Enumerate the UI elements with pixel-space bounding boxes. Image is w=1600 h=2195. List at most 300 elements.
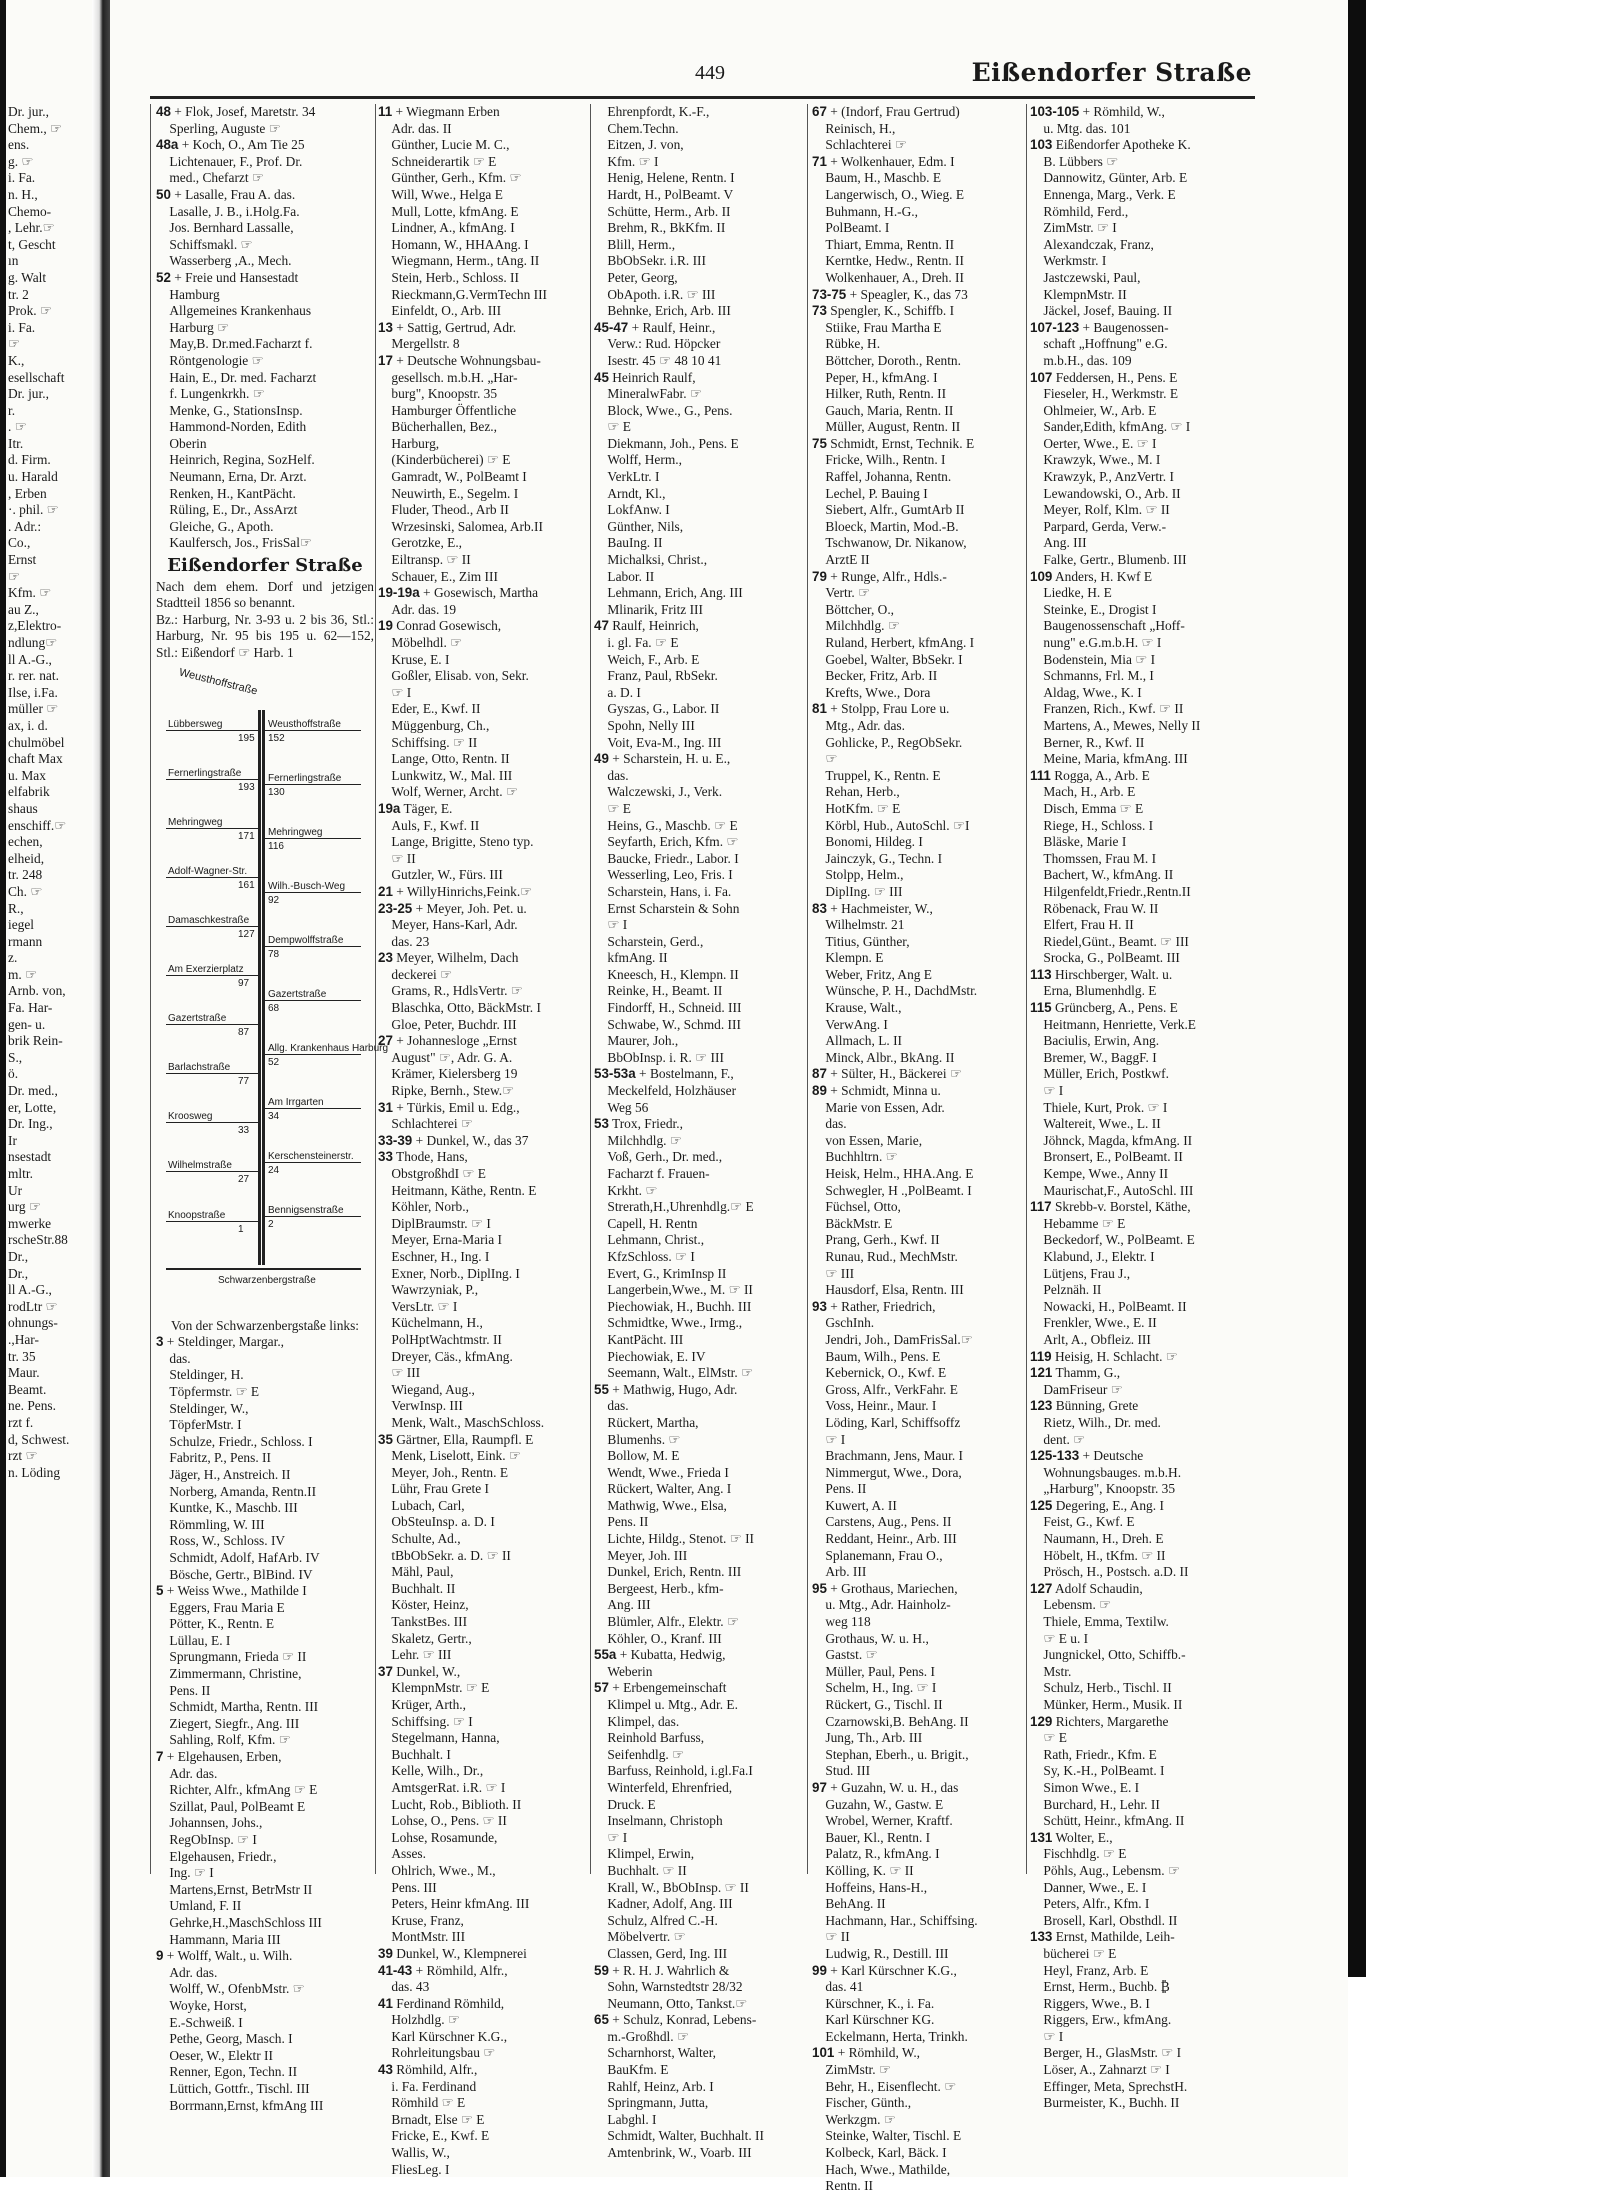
bottom-street-label: Schwarzenbergstraße bbox=[218, 1274, 316, 1286]
directory-entry: Schlachterei ☞ bbox=[378, 1116, 473, 1132]
directory-entry: Kölling, K. ☞ II bbox=[812, 1862, 914, 1878]
directory-entry: Lange, Otto, Rentn. II bbox=[378, 751, 510, 767]
directory-entry: Brnadt, Else ☞ E bbox=[378, 2111, 485, 2127]
directory-entry: Schulte, Ad., bbox=[378, 1531, 461, 1547]
directory-entry: 31 + Türkis, Emil u. Edg., bbox=[378, 1099, 520, 1115]
directory-entry: Bodenstein, Mia ☞ I bbox=[1030, 651, 1156, 667]
directory-entry: Meyer, Joh. III bbox=[594, 1547, 688, 1563]
directory-entry: Peters, Alfr., Kfm. I bbox=[1030, 1896, 1150, 1912]
directory-entry: Kfm. ☞ bbox=[8, 585, 52, 601]
directory-entry: Eitzen, J. von, bbox=[594, 137, 684, 153]
directory-entry: i. Fa. bbox=[8, 319, 36, 335]
directory-entry: ☞ E u. I bbox=[1030, 1630, 1089, 1646]
directory-entry: Dr. jur., bbox=[8, 386, 49, 402]
cross-street-label: Wilh.-Busch-Weg bbox=[268, 880, 346, 892]
directory-entry: Bronsert, E., PolBeamt. II bbox=[1030, 1149, 1183, 1165]
directory-entry: 19-19a + Gosewisch, Martha bbox=[378, 585, 539, 601]
house-number-label: 24 bbox=[268, 1164, 280, 1176]
directory-entry: Kürschner, K., i. Fa. bbox=[812, 1995, 935, 2011]
column-divider bbox=[807, 104, 808, 1874]
directory-entry: Brosell, Karl, Obsthdl. II bbox=[1030, 1912, 1178, 1928]
directory-entry: Thiele, Kurt, Prok. ☞ I bbox=[1030, 1099, 1168, 1115]
directory-entry: Ur bbox=[8, 1182, 23, 1198]
directory-entry: Seemann, Walt., ElMstr. ☞ bbox=[594, 1365, 754, 1381]
directory-entry: Eggers, Frau Maria E bbox=[156, 1599, 285, 1615]
directory-entry: Klabund, J., Elektr. I bbox=[1030, 1248, 1155, 1264]
directory-entry: Will, Wwe., Helga E bbox=[378, 186, 503, 202]
directory-entry: Fa. Har- bbox=[8, 1000, 53, 1016]
directory-entry: Pens. II bbox=[812, 1481, 867, 1497]
directory-entry: KlempnMstr. ☞ E bbox=[378, 1680, 490, 1696]
directory-entry: Steinke, E., Drogist I bbox=[1030, 601, 1157, 617]
directory-entry: Wallis, W., bbox=[378, 2145, 450, 2161]
directory-entry: Wiegmann, Herm., tAng. II bbox=[378, 253, 540, 269]
directory-entry: ens. bbox=[8, 137, 30, 153]
directory-entry: r. rer. nat. bbox=[8, 668, 59, 684]
directory-entry: Mähl, Paul, bbox=[378, 1564, 454, 1580]
directory-entry: . Adr.: bbox=[8, 518, 42, 534]
directory-entry: Ernst Scharstein & Sohn bbox=[594, 900, 740, 916]
directory-entry: Ernst, Herm., Buchb. ₿ bbox=[1030, 1979, 1170, 1995]
directory-entry: Arndt, Kl., bbox=[594, 485, 666, 501]
directory-entry: LokfAnw. I bbox=[594, 502, 670, 518]
directory-entry: 57 + Erbengemeinschaft bbox=[594, 1680, 727, 1696]
directory-entry: 127 Adolf Schaudin, bbox=[1030, 1580, 1143, 1596]
directory-entry: Oeser, W., Elektr II bbox=[156, 2047, 273, 2063]
directory-entry: Mtg., Adr. das. bbox=[812, 717, 905, 733]
street-districts: Bz.: Harburg, Nr. 3-93 u. 2 bis 36, Stl.: Harburg, Nr. 95 bis 195 u. 62—152, Stl.: Eißendorf ☞ Harb. 1 bbox=[156, 611, 374, 660]
directory-entry: Jäckel, Josef, Bauing. II bbox=[1030, 303, 1173, 319]
directory-entry: Adr. das. 19 bbox=[378, 601, 457, 617]
directory-entry: das. 41 bbox=[812, 1979, 864, 1995]
directory-entry: Kfm. ☞ I bbox=[594, 153, 659, 169]
directory-entry: 73 Spengler, K., Schiffb. I bbox=[812, 303, 955, 319]
book-spine bbox=[92, 0, 110, 2177]
directory-entry: FliesLeg. I bbox=[378, 2161, 450, 2177]
directory-entry: Gehrke,H.,MaschSchloss III bbox=[156, 1914, 322, 1930]
directory-entry: Schiffsing. ☞ II bbox=[378, 734, 478, 750]
directory-entry: Jung, Th., Arb. III bbox=[812, 1730, 923, 1746]
directory-entry: 45-47 + Raulf, Heinr., bbox=[594, 319, 716, 335]
directory-entry: ☞ II bbox=[378, 850, 416, 866]
directory-entry: Franz, Paul, RbSekr. bbox=[594, 668, 718, 684]
page-number: 449 bbox=[695, 62, 725, 84]
directory-entry: DamFriseur ☞ bbox=[1030, 1381, 1123, 1397]
directory-entry: Hebamme ☞ E bbox=[1030, 1215, 1126, 1231]
directory-entry: Werkmstr. I bbox=[1030, 253, 1107, 269]
directory-entry: Piechowiak, H., Buchh. III bbox=[594, 1298, 752, 1314]
directory-entry: Krämer, Kielersberg 19 bbox=[378, 1066, 518, 1082]
directory-entry: Guzahn, W., Gastw. E bbox=[812, 1796, 944, 1812]
directory-entry: Steldinger, W., bbox=[156, 1400, 249, 1416]
directory-entry: Ziegert, Siegfr., Ang. III bbox=[156, 1715, 300, 1731]
directory-entry: 119 Heisig, H. Schlacht. ☞ bbox=[1030, 1348, 1178, 1364]
directory-entry: R., bbox=[8, 900, 24, 916]
directory-entry: Rentn. II bbox=[812, 2178, 873, 2194]
directory-entry: Kruse, E. I bbox=[378, 651, 450, 667]
directory-entry: Maurischat,F., AutoSchl. III bbox=[1030, 1182, 1194, 1198]
directory-entry: Böttcher, Doroth., Rentn. bbox=[812, 352, 961, 368]
directory-entry: Müller, Paul, Pens. I bbox=[812, 1663, 935, 1679]
directory-entry: Auls, F., Kwf. II bbox=[378, 817, 480, 833]
directory-entry: 95 + Grothaus, Mariechen, bbox=[812, 1580, 958, 1596]
directory-entry: 39 Dunkel, W., Klempnerei bbox=[378, 1945, 527, 1961]
directory-entry: 89 + Schmidt, Minna u. bbox=[812, 1083, 941, 1099]
directory-entry: Schmanns, Frl. M., I bbox=[1030, 668, 1154, 684]
directory-entry: BäckMstr. E bbox=[812, 1215, 893, 1231]
directory-entry: Bloeck, Martin, Mod.-B. bbox=[812, 518, 959, 534]
directory-entry: Lebensm. ☞ bbox=[1030, 1597, 1112, 1613]
cross-street-label: Weusthoffstraße bbox=[268, 718, 341, 730]
directory-entry: Lohse, O., Pens. ☞ II bbox=[378, 1813, 507, 1829]
directory-entry: Harburg, bbox=[378, 435, 440, 451]
directory-entry: Neumann, Otto, Tankst.☞ bbox=[594, 1995, 748, 2011]
directory-entry: ☞ III bbox=[812, 1265, 855, 1281]
directory-entry: Rieckmann,G.VermTechn III bbox=[378, 286, 547, 302]
cross-street-label: Adolf-Wagner-Str. bbox=[168, 865, 248, 877]
directory-entry: Voß, Gerh., Dr. med., bbox=[594, 1149, 723, 1165]
directory-entry: Jos. Bernhard Lassalle, bbox=[156, 220, 294, 236]
directory-entry: S., bbox=[8, 1049, 23, 1065]
directory-entry: ☞ I bbox=[812, 1431, 846, 1447]
directory-entry: MontMstr. III bbox=[378, 1929, 466, 1945]
directory-entry: 107-123 + Baugenossen- bbox=[1030, 319, 1169, 335]
directory-entry: Heinrich, Regina, SozHelf. bbox=[156, 452, 315, 468]
directory-entry: Milchhdlg. ☞ bbox=[812, 618, 900, 634]
directory-entry: 41-43 + Römhild, Alfr., bbox=[378, 1962, 508, 1978]
directory-entry: 11 + Wiegmann Erben bbox=[378, 104, 500, 119]
directory-entry: Bachert, W., kfmAng. II bbox=[1030, 867, 1174, 883]
directory-entry: esellschaft bbox=[8, 369, 65, 385]
directory-entry: Rahlf, Heinz, Arb. I bbox=[594, 2078, 714, 2094]
directory-entry: Druck. E bbox=[594, 1796, 656, 1812]
directory-entry: Sy, K.-H., PolBeamt. I bbox=[1030, 1763, 1165, 1779]
directory-entry: Köhler, O., Kranf. III bbox=[594, 1630, 722, 1646]
directory-entry: Naumann, H., Dreh. E bbox=[1030, 1531, 1164, 1547]
scan-left-edge bbox=[0, 0, 6, 2177]
directory-entry: 13 + Sattig, Gertrud, Adr. bbox=[378, 319, 517, 335]
directory-entry: Wrzesinski, Salomea, Arb.II bbox=[378, 518, 543, 534]
directory-entry: Höbelt, H., tKfm. ☞ II bbox=[1030, 1547, 1166, 1563]
directory-entry: Reinisch, H., bbox=[812, 120, 896, 136]
directory-entry: Münker, Herm., Musik. II bbox=[1030, 1697, 1183, 1712]
directory-entry: Norberg, Amanda, Rentn.II bbox=[156, 1483, 317, 1499]
directory-entry: Heitmann, Henriette, Verk.E bbox=[1030, 1016, 1196, 1032]
directory-entry: Bläske, Marie I bbox=[1030, 834, 1127, 850]
directory-entry: Eder, E., Kwf. II bbox=[378, 701, 481, 717]
house-number-label: 1 bbox=[238, 1223, 244, 1235]
house-number-label: 78 bbox=[268, 948, 280, 960]
directory-entry: elheid, bbox=[8, 850, 45, 866]
directory-entry: Pöhls, Aug., Lebensm. ☞ bbox=[1030, 1862, 1181, 1878]
directory-entry: Lüllau, E. I bbox=[156, 1632, 231, 1648]
directory-entry: Maur. bbox=[8, 1365, 40, 1381]
directory-entry: Block, Wwe., G., Pens. bbox=[594, 402, 733, 418]
directory-entry: rscheStr.88 bbox=[8, 1232, 68, 1248]
directory-entry: Alexandczak, Franz, bbox=[1030, 236, 1154, 252]
directory-entry: 21 + WillyHinrichs,Feink.☞ bbox=[378, 883, 533, 899]
directory-entry: nsestadt bbox=[8, 1149, 52, 1165]
directory-entry: von Essen, Marie, bbox=[812, 1132, 923, 1148]
cross-street-label: Allg. Krankenhaus Harburg bbox=[268, 1042, 389, 1054]
directory-entry: i. Fa. bbox=[8, 170, 36, 186]
directory-entry: Krefts, Wwe., Dora bbox=[812, 684, 931, 700]
directory-entry: Parpard, Gerda, Verw.- bbox=[1030, 518, 1167, 534]
directory-entry: Gohlicke, P., RegObSekr. bbox=[812, 734, 963, 750]
directory-entry: Baum, H., Maschb. E bbox=[812, 170, 942, 186]
directory-entry: ☞ I bbox=[1030, 2028, 1064, 2044]
directory-entry: ☞ III bbox=[378, 1365, 421, 1381]
directory-entry: Rückert, G., Tischl. II bbox=[812, 1697, 943, 1712]
directory-entry: Möbelvertr. ☞ bbox=[594, 1929, 686, 1945]
directory-entry: Strerath,H.,Uhrenhdlg.☞ E bbox=[594, 1199, 754, 1215]
running-title: Eißendorfer Straße bbox=[971, 58, 1252, 87]
directory-entry: Mergellstr. 8 bbox=[378, 336, 460, 352]
directory-entry: 5 + Weiss Wwe., Mathilde I bbox=[156, 1583, 307, 1599]
directory-entry: Wrobel, Werner, Kraftf. bbox=[812, 1813, 953, 1829]
directory-entry: Rohrleitungsbau ☞ bbox=[378, 2045, 496, 2061]
directory-entry: tBbObSekr. a. D. ☞ II bbox=[378, 1547, 511, 1563]
directory-entry: med., Chefarzt ☞ bbox=[156, 170, 264, 186]
directory-entry: Günther, Gerh., Kfm. ☞ bbox=[378, 170, 522, 186]
cross-street-label: Kroosweg bbox=[168, 1111, 213, 1123]
directory-entry: Krawzyk, Wwe., M. I bbox=[1030, 452, 1161, 468]
directory-entry: Füchsel, Otto, bbox=[812, 1199, 901, 1215]
directory-entry: 55a + Kubatta, Hedwig, bbox=[594, 1647, 726, 1663]
cross-street-label: Dempwolffstraße bbox=[268, 934, 344, 946]
directory-entry: Lunkwitz, W., Mal. III bbox=[378, 767, 513, 783]
directory-entry: 3 + Steldinger, Margar., bbox=[156, 1334, 285, 1350]
directory-entry: Günther, Nils, bbox=[594, 518, 684, 534]
directory-entry: ☞ I bbox=[1030, 1083, 1064, 1099]
directory-entry: Lechel, P. Bauing I bbox=[812, 485, 928, 501]
directory-column-4 bbox=[812, 104, 1022, 2195]
directory-entry: Kruse, Franz, bbox=[378, 1912, 464, 1928]
directory-entry: Gastst. ☞ bbox=[812, 1647, 878, 1663]
directory-entry: Menk, Walt., MaschSchloss. bbox=[378, 1414, 545, 1430]
directory-entry: z,Elektro- bbox=[8, 618, 62, 634]
directory-entry: das. 23 bbox=[378, 933, 430, 949]
directory-entry: Riggers, Erw., kfmAng. bbox=[1030, 2012, 1172, 2028]
house-number-label: 127 bbox=[238, 928, 255, 940]
directory-entry: ☞ I bbox=[378, 684, 412, 700]
directory-entry: Neuwirth, E., Segelm. I bbox=[378, 485, 519, 501]
directory-entry: Kelle, Wilh., Dr., bbox=[378, 1763, 484, 1779]
directory-entry: Nowacki, H., PolBeamt. II bbox=[1030, 1298, 1187, 1314]
directory-entry: Pötter, K., Rentn. E bbox=[156, 1616, 275, 1632]
street-label: Weusthoffstraße bbox=[177, 666, 259, 698]
directory-entry: Scharstein, Gerd., bbox=[594, 933, 704, 949]
directory-entry: Krkht. ☞ bbox=[594, 1182, 658, 1198]
directory-entry: Barfuss, Reinhold, i.gl.Fa.I bbox=[594, 1763, 753, 1779]
directory-entry: Chem., ☞ bbox=[8, 120, 63, 136]
directory-entry: Lucht, Rob., Biblioth. II bbox=[378, 1796, 522, 1812]
directory-entry: ll A.-G., bbox=[8, 651, 52, 667]
directory-entry: Weber, Fritz, Ang E bbox=[812, 966, 932, 982]
directory-entry: Sahling, Rolf, Kfm. ☞ bbox=[156, 1732, 291, 1748]
directory-entry: nung" e.G.m.b.H. ☞ I bbox=[1030, 635, 1162, 650]
directory-entry: Beckedorf, W., PolBeamt. E bbox=[1030, 1232, 1195, 1248]
directory-entry: Eiltransp. ☞ II bbox=[378, 552, 471, 568]
directory-entry: Woyke, Horst, bbox=[156, 1997, 247, 2013]
directory-entry: Kolbeck, Karl, Bäck. I bbox=[812, 2145, 947, 2161]
directory-entry: das. bbox=[812, 1116, 847, 1132]
directory-entry: Allmach, L. II bbox=[812, 1033, 902, 1049]
directory-entry: Burmeister, K., Buchh. II bbox=[1030, 2095, 1180, 2111]
directory-entry: Hilgenfeldt,Friedr.,Rentn.II bbox=[1030, 883, 1191, 899]
directory-entry: enschiff.☞ bbox=[8, 817, 67, 833]
directory-entry: Lehmann, Erich, Ang. III bbox=[594, 585, 743, 601]
directory-entry: Krüger, Arth., bbox=[378, 1697, 466, 1712]
directory-entry: Jainczyk, G., Techn. I bbox=[812, 850, 943, 866]
directory-entry: Elgehausen, Friedr., bbox=[156, 1848, 277, 1864]
cross-street-label: Knoopstraße bbox=[168, 1209, 226, 1221]
directory-entry: f. Lungenkrkh. ☞ bbox=[156, 386, 265, 402]
directory-entry: 133 Ernst, Mathilde, Leih- bbox=[1030, 1929, 1175, 1945]
directory-entry: tr. 35 bbox=[8, 1348, 36, 1364]
directory-entry: i. Fa. Ferdinand bbox=[378, 2078, 477, 2094]
directory-column-1 bbox=[156, 104, 389, 2114]
directory-entry: Ohlrich, Wwe., M., bbox=[378, 1862, 496, 1878]
directory-entry: Goßler, Elisab. von, Sekr. bbox=[378, 668, 529, 684]
directory-entry: Reinhold Barfuss, bbox=[594, 1730, 705, 1746]
house-number-label: 171 bbox=[238, 830, 255, 842]
directory-entry: Sprungmann, Frieda ☞ II bbox=[156, 1649, 307, 1665]
directory-entry: Dunkel, Erich, Rentn. III bbox=[594, 1564, 742, 1580]
directory-entry: Meyer, Rolf, Klm. ☞ II bbox=[1030, 502, 1170, 518]
directory-entry: Runau, Rud., MechMstr. bbox=[812, 1248, 958, 1264]
directory-entry: Blumenhs. ☞ bbox=[594, 1431, 681, 1447]
directory-entry: Jungnickel, Otto, Schiffb.- bbox=[1030, 1647, 1186, 1663]
street-axis bbox=[262, 710, 265, 1265]
page-header bbox=[150, 58, 1252, 98]
directory-entry: Stud. III bbox=[812, 1763, 871, 1779]
directory-entry: Meyer, Erna-Maria I bbox=[378, 1232, 503, 1248]
directory-entry: Michalksi, Christ., bbox=[594, 552, 708, 568]
directory-entry: Arb. III bbox=[812, 1564, 867, 1580]
house-number-label: 195 bbox=[238, 732, 255, 744]
directory-entry: Wünsche, P. H., DachdMstr. bbox=[812, 983, 978, 999]
directory-entry: Kneesch, H., Klempn. II bbox=[594, 966, 739, 982]
directory-entry: n. Löding bbox=[8, 1464, 61, 1480]
directory-entry: Fabritz, P., Pens. II bbox=[156, 1450, 271, 1466]
directory-entry: elfabrik bbox=[8, 784, 50, 800]
directory-entry: Lichte, Hildg., Stenot. ☞ II bbox=[594, 1531, 755, 1547]
house-number-label: 68 bbox=[268, 1002, 280, 1014]
directory-entry: Tschwanow, Dr. Nikanow, bbox=[812, 535, 967, 551]
directory-entry: MineralwFabr. ☞ bbox=[594, 386, 702, 402]
directory-entry: 19a Täger, E. bbox=[378, 800, 453, 816]
directory-entry: iegel bbox=[8, 917, 35, 933]
directory-entry: ZimMstr. ☞ I bbox=[1030, 220, 1117, 236]
directory-entry: 55 + Mathwig, Hugo, Adr. bbox=[594, 1381, 738, 1397]
cross-street-label: Gazertstraße bbox=[168, 1013, 227, 1025]
directory-entry: 9 + Wolff, Walt., u. Wilh. bbox=[156, 1948, 293, 1964]
directory-entry: m. ☞ bbox=[8, 966, 38, 982]
directory-entry: Fischer, Günth., bbox=[812, 2095, 912, 2111]
directory-entry: Buchhalt. ☞ II bbox=[594, 1862, 687, 1878]
cross-street-label: Barlachstraße bbox=[168, 1062, 231, 1074]
directory-entry: mwerke bbox=[8, 1215, 52, 1231]
directory-entry: 23 Meyer, Wilhelm, Dach bbox=[378, 950, 519, 966]
directory-entry: Köster, Heinz, bbox=[378, 1597, 469, 1613]
directory-entry: Ross, W., Schloss. IV bbox=[156, 1533, 286, 1549]
directory-entry: 59 + R. H. J. Wahrlich & bbox=[594, 1962, 730, 1978]
directory-entry: Hamburger Öffentliche bbox=[378, 402, 517, 418]
directory-entry: Lütjens, Frau J., bbox=[1030, 1265, 1131, 1281]
directory-entry: Rehan, Herb., bbox=[812, 784, 900, 800]
directory-entry: Danner, Wwe., E. I bbox=[1030, 1879, 1147, 1895]
directory-entry: t, Gescht bbox=[8, 236, 56, 252]
directory-column-5 bbox=[1030, 104, 1250, 2112]
directory-entry: Wiegand, Aug., bbox=[378, 1381, 475, 1397]
directory-entry: Heisk, Helm., HHA.Ang. E bbox=[812, 1166, 974, 1181]
directory-entry: Jendri, Joh., DamFrisSal.☞ bbox=[812, 1331, 973, 1347]
directory-entry: ☞ bbox=[812, 751, 838, 767]
directory-entry: Minck, Albr., BkAng. II bbox=[812, 1049, 955, 1065]
directory-entry: Seifenhdlg. ☞ bbox=[594, 1746, 685, 1762]
directory-entry: 43 Römhild, Alfr., bbox=[378, 2062, 478, 2078]
directory-entry: Wendt, Wwe., Frieda I bbox=[594, 1464, 729, 1480]
directory-entry: Fieseler, H., Werkmstr. E bbox=[1030, 386, 1179, 402]
directory-entry: Pethe, Georg, Masch. I bbox=[156, 2031, 293, 2047]
directory-entry: Schmidt, Walter, Buchhalt. II bbox=[594, 2128, 764, 2144]
directory-entry: Findorff, H., Schneid. III bbox=[594, 1000, 742, 1016]
directory-entry: 50 + Lasalle, Frau A. das. bbox=[156, 186, 296, 202]
directory-entry: Blaschka, Otto, BäckMstr. I bbox=[378, 1000, 541, 1016]
directory-entry: 125 Degering, E., Ang. I bbox=[1030, 1497, 1164, 1513]
directory-entry: Palatz, R., kfmAng. I bbox=[812, 1846, 940, 1862]
directory-entry: Schmidt, Adolf, HafArb. IV bbox=[156, 1549, 320, 1565]
directory-entry: Pens. III bbox=[378, 1879, 437, 1895]
directory-entry: Bücherhallen, Bez., bbox=[378, 419, 497, 435]
directory-entry: Riege, H., Schloss. I bbox=[1030, 817, 1154, 833]
directory-entry: ☞ bbox=[8, 336, 21, 352]
directory-entry: Martens, A., Mewes, Nelly II bbox=[1030, 717, 1201, 733]
directory-entry: Thomssen, Frau M. I bbox=[1030, 850, 1157, 866]
cross-street-label: Mehringweg bbox=[168, 816, 223, 828]
directory-entry: KfzSchloss. ☞ I bbox=[594, 1248, 695, 1264]
directory-entry: Buchhalt. II bbox=[378, 1580, 456, 1596]
directory-entry: Adr. das. bbox=[156, 1765, 218, 1781]
cross-street-label: Fernerlingstraße bbox=[268, 772, 342, 784]
directory-entry: VerkLtr. I bbox=[594, 469, 660, 485]
directory-entry: Ohlmeier, W., Arb. E bbox=[1030, 402, 1157, 418]
directory-entry: Itr. bbox=[8, 435, 24, 451]
directory-entry: Möbelhdl. ☞ bbox=[378, 635, 463, 650]
directory-entry: KantPächt. III bbox=[594, 1331, 684, 1347]
directory-entry: 33 Thode, Hans, bbox=[378, 1149, 468, 1165]
directory-entry: Stephan, Eberh., u. Brigit., bbox=[812, 1746, 969, 1762]
directory-entry: Hammann, Maria III bbox=[156, 1931, 281, 1947]
directory-entry: Czarnowski,B. BehAng. II bbox=[812, 1713, 969, 1729]
directory-entry: Capell, H. Rentn bbox=[594, 1215, 698, 1231]
directory-entry: Weg 56 bbox=[594, 1099, 649, 1115]
directory-entry: Inselmann, Christoph bbox=[594, 1813, 723, 1829]
directory-entry: Lichtenauer, F., Prof. Dr. bbox=[156, 153, 303, 169]
directory-entry: Köhler, Norb., bbox=[378, 1199, 469, 1215]
directory-entry: , Lehr.☞ bbox=[8, 220, 55, 236]
directory-entry: Umland, F. II bbox=[156, 1898, 242, 1914]
directory-entry: 27 + Johannesloge „Ernst bbox=[378, 1033, 517, 1049]
directory-entry: Heyl, Franz, Arb. E bbox=[1030, 1962, 1149, 1978]
directory-entry: Bösche, Gertr., BlBind. IV bbox=[156, 1566, 313, 1582]
directory-entry: Isestr. 45 ☞ 48 10 41 bbox=[594, 352, 722, 368]
directory-entry: Grams, R., HdlsVertr. ☞ bbox=[378, 983, 523, 999]
directory-entry: das. 43 bbox=[378, 1979, 430, 1995]
directory-entry: Klempn. E bbox=[812, 950, 884, 966]
directory-entry: Seyfarth, Erich, Kfm. ☞ bbox=[594, 834, 739, 850]
